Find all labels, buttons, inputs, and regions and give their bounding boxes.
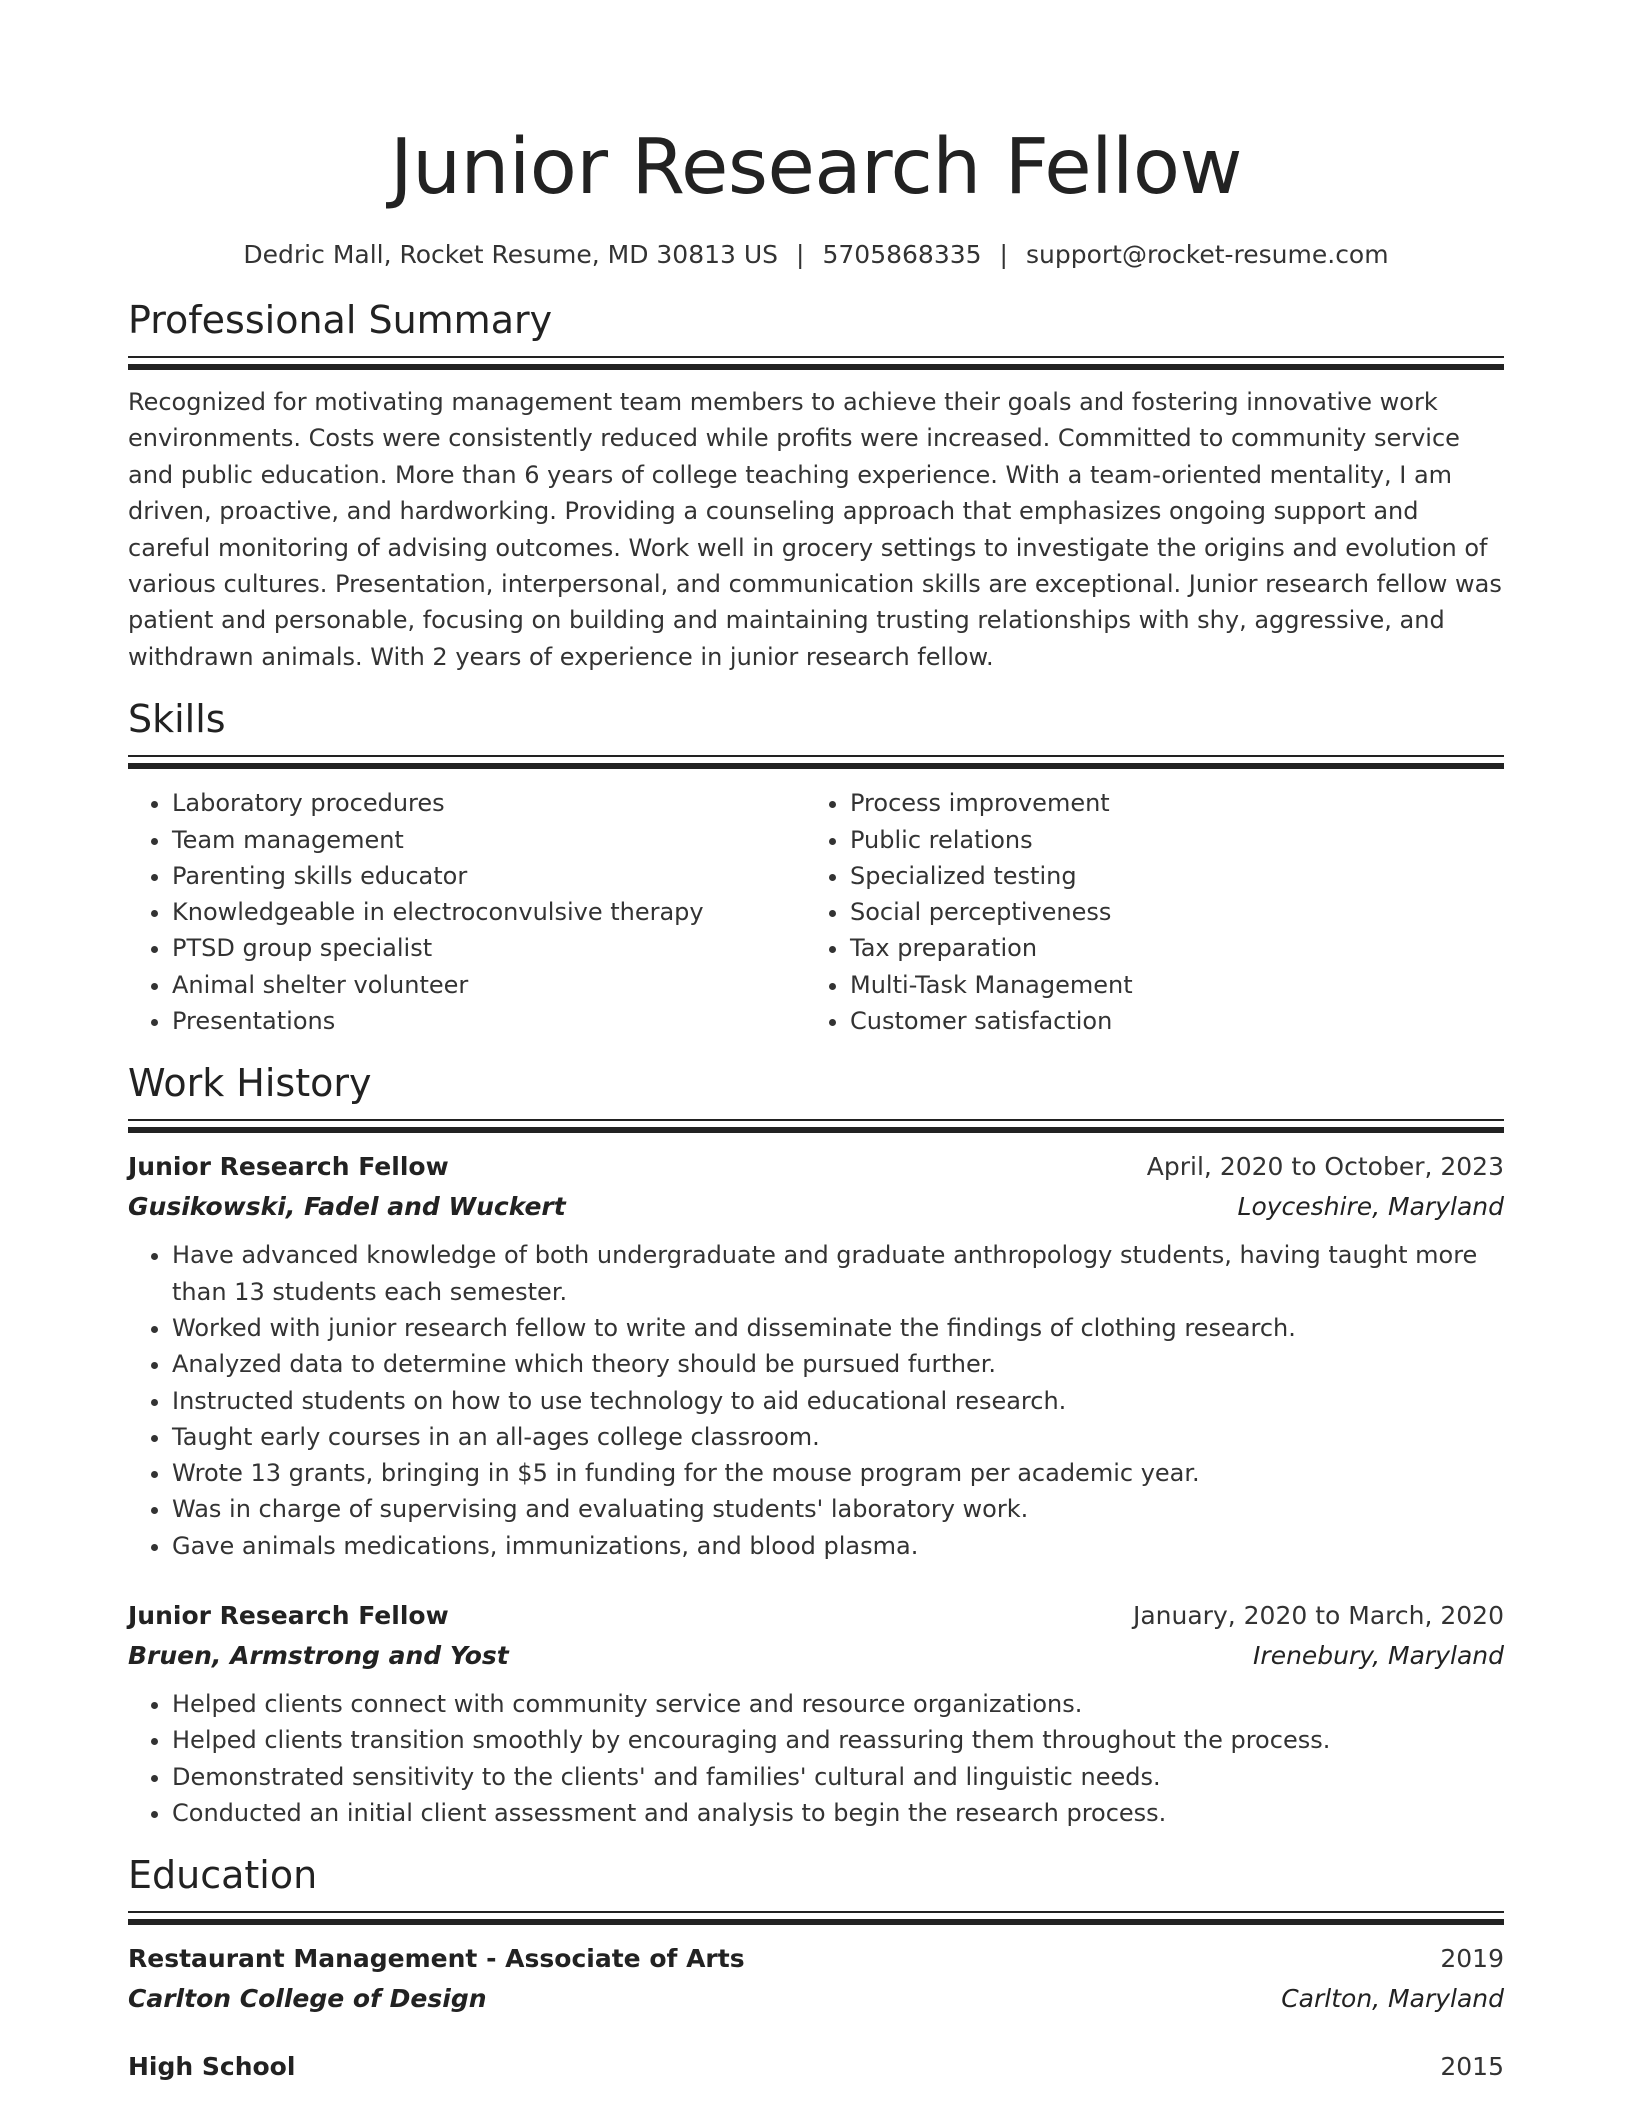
skill-item: • Multi-Task Management	[850, 967, 1484, 1003]
job-bullet: • Helped clients transition smoothly by encouraging and reassuring them throughout the process.	[172, 1722, 1504, 1758]
section-title-work-history: Work History	[128, 1061, 372, 1106]
job-bullet: • Taught early courses in an all-ages college classroom.	[172, 1419, 1504, 1455]
resume-name-heading: Junior Research Fellow	[390, 123, 1242, 212]
skill-item: • Specialized testing	[850, 858, 1484, 894]
job-bullet: • Worked with junior research fellow to write and disseminate the findings of clothing research.	[172, 1310, 1504, 1346]
job-title: Junior Research Fellow	[128, 1152, 449, 1182]
job-company: Bruen, Armstrong and Yost	[128, 1641, 509, 1670]
education-header	[128, 2047, 1504, 2087]
education-subheader	[128, 1979, 1504, 2019]
work-history-section	[128, 1059, 1504, 1831]
section-divider	[128, 1119, 1504, 1133]
section-title-summary: Professional Summary	[128, 298, 553, 342]
skill-item: • Public relations	[850, 822, 1484, 858]
contact-phone: 5705868335	[822, 240, 982, 269]
skill-item: • Customer satisfaction	[850, 1003, 1484, 1039]
contact-address: Dedric Mall, Rocket Resume, MD 30813 US	[243, 240, 779, 269]
skill-item: • Parenting skills educator	[172, 858, 806, 894]
job-location: Irenebury, Maryland	[1253, 1641, 1504, 1670]
job-bullets	[128, 1686, 1504, 1831]
education-entry	[128, 2047, 1504, 2087]
section-divider	[128, 755, 1504, 769]
job-header	[128, 1147, 1504, 1187]
summary-section	[128, 296, 1504, 675]
skill-item: • Tax preparation	[850, 930, 1484, 966]
skills-list-left	[128, 785, 806, 1039]
resume-content	[128, 0, 1504, 2087]
education-section	[128, 1851, 1504, 2087]
skill-item: • Presentations	[172, 1003, 806, 1039]
contact-separator: |	[999, 240, 1008, 269]
job-header	[128, 1596, 1504, 1636]
job-entry	[128, 1596, 1504, 1831]
education-entry	[128, 1939, 1504, 2019]
job-bullet: • Gave animals medications, immunizations, and blood plasma.	[172, 1528, 1504, 1564]
skill-item: • Team management	[172, 822, 806, 858]
section-title-skills: Skills	[128, 697, 226, 742]
job-company: Gusikowski, Fadel and Wuckert	[128, 1192, 566, 1222]
job-bullet: • Have advanced knowledge of both undergraduate and graduate anthropology students, having taught more than 13 students each semester.	[172, 1237, 1504, 1310]
job-bullet: • Was in charge of supervising and evaluating students' laboratory work.	[172, 1491, 1504, 1527]
job-dates: January, 2020 to March, 2020	[1132, 1601, 1504, 1630]
education-degree: Restaurant Management - Associate of Arts	[128, 1944, 745, 1974]
skill-item: • Knowledgeable in electroconvulsive therapy	[172, 894, 806, 930]
education-header	[128, 1939, 1504, 1979]
job-bullets	[128, 1237, 1504, 1564]
skill-item: • Animal shelter volunteer	[172, 967, 806, 1003]
job-bullet: • Instructed students on how to use technology to aid educational research.	[172, 1383, 1504, 1419]
section-divider	[128, 1911, 1504, 1925]
job-bullet: • Conducted an initial client assessment and analysis to begin the research process.	[172, 1795, 1504, 1831]
contact-email: support@rocket-resume.com	[1025, 240, 1389, 269]
job-bullet: • Demonstrated sensitivity to the clients' and families' cultural and linguistic needs.	[172, 1759, 1504, 1795]
skill-item: • Laboratory procedures	[172, 785, 806, 821]
skill-item: • Social perceptiveness	[850, 894, 1484, 930]
skills-section	[128, 695, 1504, 1039]
skills-columns	[128, 785, 1504, 1039]
education-location: Carlton, Maryland	[1281, 1984, 1504, 2014]
job-location: Loyceshire, Maryland	[1237, 1192, 1504, 1222]
section-title-education: Education	[128, 1853, 318, 1898]
job-subheader	[128, 1636, 1504, 1676]
job-bullet: • Analyzed data to determine which theory should be pursued further.	[172, 1346, 1504, 1382]
skill-item: • Process improvement	[850, 785, 1484, 821]
section-divider	[128, 356, 1504, 370]
skills-list-right	[806, 785, 1484, 1039]
education-school: Carlton College of Design	[128, 1984, 487, 2014]
contact-separator: |	[796, 240, 805, 269]
job-bullet: • Helped clients connect with community service and resource organizations.	[172, 1686, 1504, 1722]
contact-line	[128, 238, 1504, 272]
job-bullet: • Wrote 13 grants, bringing in $5 in funding for the mouse program per academic year.	[172, 1455, 1504, 1491]
education-year: 2015	[1440, 2052, 1504, 2082]
skill-item: • PTSD group specialist	[172, 930, 806, 966]
education-year: 2019	[1440, 1944, 1504, 1974]
job-entry	[128, 1147, 1504, 1564]
job-title: Junior Research Fellow	[128, 1601, 449, 1630]
job-subheader	[128, 1187, 1504, 1227]
education-degree: High School	[128, 2052, 296, 2082]
job-dates: April, 2020 to October, 2023	[1146, 1152, 1504, 1182]
summary-text: Recognized for motivating management team members to achieve their goals and fostering innovative work environments. Costs were consistently reduced while profits were increased. Committed to community service and public education. More than 6 years of college teaching experience. With a team-oriented mentality, I am driven, proactive, and hardworking. Providing a counseling approach that emphasizes ongoing support and careful monitoring of advising outcomes. Work well in grocery settings to investigate the origins and evolution of various cultures. Presentation, interpersonal, and communication skills are exceptional. Junior research fellow was patient and personable, focusing on building and maintaining trusting relationships with shy, aggressive, and withdrawn animals. With 2 years of experience in junior research fellow.	[128, 388, 1502, 671]
